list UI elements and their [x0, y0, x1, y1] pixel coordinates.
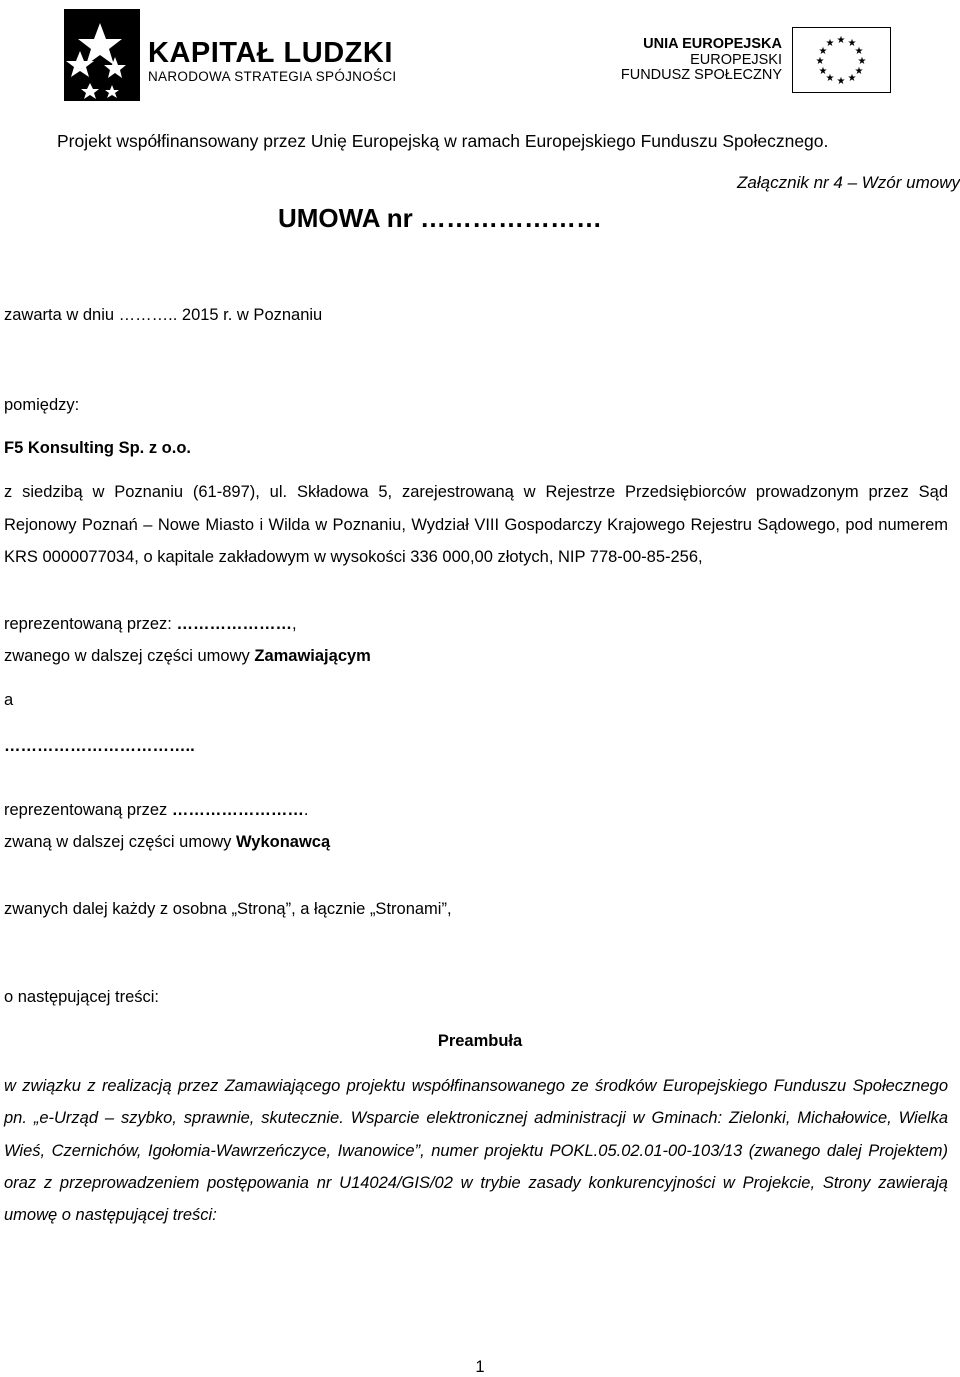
party1-address: z siedzibą w Poznaniu (61-897), ul. Składowa 5, zarejestrowaną w Rejestrze Przedsiębiorców prowadzonym przez Sąd Rejonowy Poznań – Nowe Miasto i Wilda w Poznaniu, Wydział VIII Gospodarczy Krajowego Rejestru Sądowego, pod numerem KRS 0000077034, o kapitale zakładowym w wysokości 336 000,00 złotych, NIP 778-00-85-256, — [4, 483, 948, 566]
svg-text:★: ★ — [854, 46, 864, 57]
svg-text:★: ★ — [847, 38, 857, 49]
party2-represented-label: reprezentowaną przez — [4, 801, 172, 819]
party2-represented-end: . — [303, 801, 309, 819]
svg-text:★: ★ — [836, 35, 846, 46]
party1-name: F5 Konsulting Sp. z o.o. — [4, 439, 191, 457]
party1-called — [4, 646, 371, 666]
content-intro: o następującej treści: — [4, 988, 160, 1006]
party2-role: Wykonawcą — [236, 833, 331, 851]
preamble-text: w związku z realizacją przez Zamawiającego projektu współfinansowanego ze środków Europejskiego Funduszu Społecznego pn. „e-Urząd – szybko, sprawnie, skutecznie. Wsparcie elektronicznej administracji w Gminach: Zielonki, Michałowice, Wielka Wieś, Czernichów, Igołomia-Wawrzeńczyce, Iwanowice”, numer projektu POKL.05.02.01-00-103/13 (zwanego dalej Projektem) oraz z przeprowadzeniem postępowania nr U14024/GIS/02 w trybie zasady konkurencyjności w Projekcie, Strony zawierają umowę o następującej treści: — [4, 1077, 948, 1225]
svg-text:★: ★ — [825, 73, 835, 84]
svg-text:★: ★ — [847, 73, 857, 84]
eu-flag-icon — [792, 27, 891, 93]
contract-title: UMOWA nr ………………… — [278, 203, 603, 233]
kapital-ludzki-emblem — [60, 5, 160, 105]
page-number: 1 — [475, 1358, 485, 1376]
and-label: a — [4, 691, 14, 709]
between-label: pomiędzy: — [4, 396, 80, 414]
svg-text:★: ★ — [854, 66, 864, 77]
svg-text:★: ★ — [815, 56, 825, 67]
party1-called-prefix: zwanego w dalszej części umowy — [4, 647, 255, 665]
party1-represented-label: reprezentowaną przez: — [4, 615, 177, 633]
svg-text:★: ★ — [836, 76, 846, 87]
annex-label: Załącznik nr 4 – Wzór umowy — [737, 173, 960, 192]
svg-text:★: ★ — [818, 66, 828, 77]
party1-represented-placeholder: ………………… — [176, 615, 292, 633]
party1-represented — [4, 614, 297, 634]
party2-called-prefix: zwaną w dalszej części umowy — [4, 833, 236, 851]
eu-line-1: UNIA EUROPEJSKA — [643, 36, 782, 52]
eu-line-3: FUNDUSZ SPOŁECZNY — [620, 67, 782, 83]
kapital-ludzki-title: KAPITAŁ LUDZKI — [148, 37, 393, 69]
parties-definition: zwanych dalej każdy z osobna „Stroną”, a łącznie „Stronami”, — [4, 900, 452, 918]
svg-text:★: ★ — [818, 46, 828, 57]
date-line: zawarta w dniu ……….. 2015 r. w Poznaniu — [4, 306, 323, 324]
project-cofinancing-line: Projekt współfinansowany przez Unię Europejską w ramach Europejskiego Funduszu Społecznego. — [57, 131, 829, 151]
party2-represented-placeholder: …………………… — [171, 801, 304, 819]
party1-role: Zamawiającym — [254, 647, 371, 665]
svg-text:★: ★ — [825, 38, 835, 49]
party2-represented — [4, 800, 308, 820]
party2-name-placeholder: …………………………….. — [4, 737, 195, 755]
kapital-ludzki-subtitle: NARODOWA STRATEGIA SPÓJNOŚCI — [148, 69, 397, 84]
svg-text:★: ★ — [857, 56, 867, 67]
party2-called — [4, 832, 330, 852]
party1-represented-comma: , — [291, 615, 297, 633]
eu-line-2: EUROPEJSKI — [690, 52, 782, 68]
preamble-title: Preambuła — [437, 1032, 523, 1050]
